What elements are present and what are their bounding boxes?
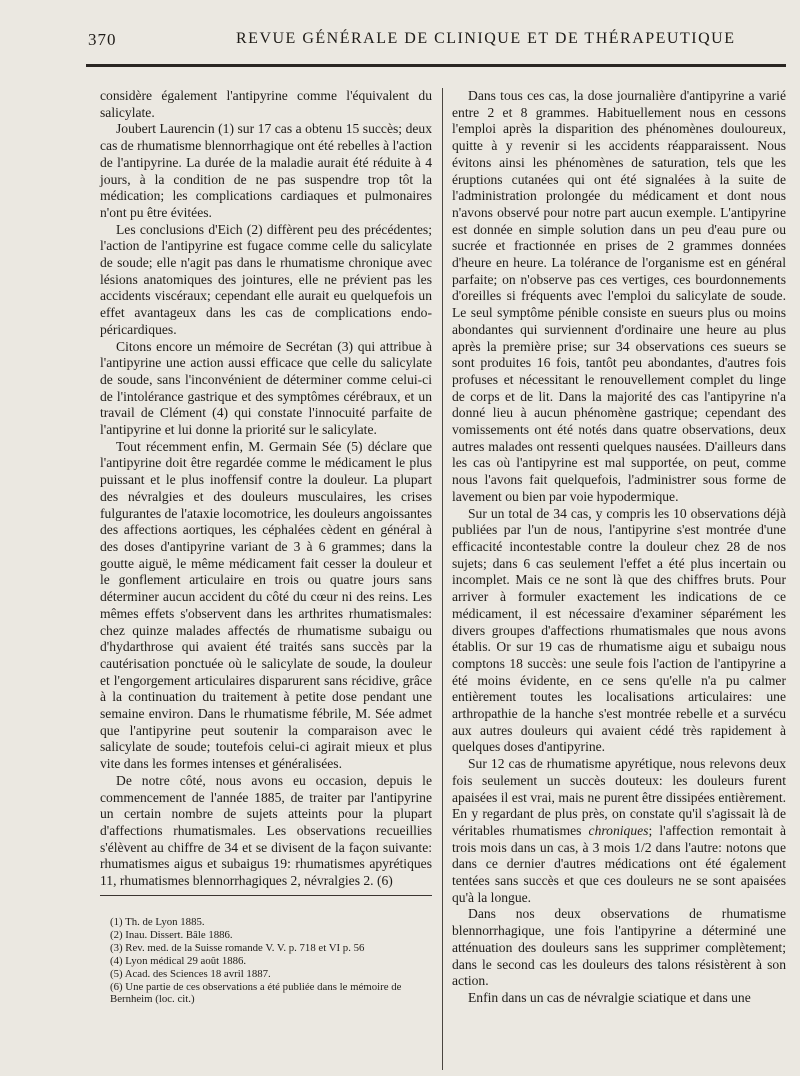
paragraph: Enfin dans un cas de névralgie sciatique et dans une (468, 989, 751, 1005)
footnote: (4) Lyon médical 29 août 1886. (110, 954, 247, 967)
header-rule (86, 64, 786, 67)
footnotes (110, 916, 432, 1006)
footnote: (5) Acad. des Sciences 18 avril 1887. (110, 967, 271, 980)
footnote: (2) Inau. Dissert. Bâle 1886. (110, 928, 233, 941)
paragraph: Tout récemment enfin, M. Germain Sée (5) déclare que l'antipyrine doit être regardée comme le médicament le plus puissant et le plus inoffensif contre la douleur. La plupart des névralgies et des douleurs musculaires, les crises fulgurantes de l'ataxie locomotrice, les douleurs angoissantes des affections aortiques, les céphalées cèdent en général à des doses d'antipyrine variant de 3 à 6 grammes; dans la goutte aiguë, le même médicament fait cesser la douleur et le gonflement articulaire en trois ou quatre jours sans déterminer aucun accident du côté du cœur ni des reins. Les mêmes effets s'observent dans les arthrites rhumatismales: chez quinze malades affectés de rhumatisme subaigu ou d'hydarthrose qui avaient été traités sans succès par la cautérisation ponctuée où le salicylate de soude, la douleur et l'engorgement articulaires disparurent sans récidive, grâce à la continuation du traitement à petite dose pendant une semaine environ. Dans le rhumatisme fébrile, M. Sée admet que l'antipyrine peut soutenir la comparaison avec le salicylate de soude; toutefois celui-ci agirait mieux et plus vite dans les formes intenses et généralisées. (100, 438, 432, 772)
column-divider (442, 88, 443, 1070)
footnote: (3) Rev. med. de la Suisse romande V. V. p. 718 et VI p. 56 (110, 941, 365, 954)
footnote: (6) Une partie de ces observations a été publiée dans le mémoire de Bernheim (loc. cit.) (110, 980, 402, 1006)
right-column (452, 88, 786, 1007)
running-title: REVUE GÉNÉRALE DE CLINIQUE ET DE THÉRAPEUTIQUE (236, 30, 736, 47)
page-header (88, 22, 788, 52)
page-number: 370 (88, 30, 117, 49)
paragraph: Sur un total de 34 cas, y compris les 10 observations déjà publiées par l'un de nous, l'antipyrine s'est montrée d'une efficacité incontestable contre la douleur chez 28 de nos sujets; dans 6 cas seulement l'effet a été plus incertain ou incomplet. Mais ce ne sont là que des chiffres bruts. Pour arriver à formuler exactement les indications de ce médicament, il est nécessaire d'examiner séparément les divers groupes d'affections rhumatismales que nous avons établis. Or sur 19 cas de rhumatisme aigu et subaigu nous comptons 18 succès: une seule fois l'action de l'antipyrine a été moins évidente, en ce sens qu'elle n'a pu calmer entièrement toutes les localisations articulaires: une arthropathie de la hanche s'est montrée rebelle et a survécu aux autres douleurs qui avaient cédé très rapidement à quelques doses d'antipyrine. (452, 505, 786, 755)
left-column (100, 88, 432, 890)
italic-term: chroniques (588, 822, 649, 838)
paragraph: Joubert Laurencin (1) sur 17 cas a obtenu 15 succès; deux cas de rhumatisme blennorrhagique ont été rebelles à l'action de l'antipyrine. La durée de la maladie aurait été réduite à 4 jours, à la condition de ne pas suspendre trop tôt la médication; les complications cardiaques et pulmonaires n'ont pu être évitées. (100, 121, 432, 220)
paragraph-text: ; l'affection remontait à trois mois dans un cas, à 3 mois 1/2 dans l'autre: notons que dans ce dernier d'autres médications ont été également tentées sans succès et que ces douleurs ne se sont apaisées qu'à la longue. (452, 822, 786, 905)
paragraph: Dans tous ces cas, la dose journalière d'antipyrine a varié entre 2 et 8 grammes. Habituellement nous en cessons l'emploi après la disparition des phénomènes douloureux, quitte à y revenir si les accidents réapparaissent. Nous évitons ainsi les phénomènes de saturation, tels que les éruptions cutanées qui ont été signalées à la suite de l'administration prolongée du médicament et dont nous n'avons observé pour notre part aucun exemple. L'antipyrine est donnée en simple solution dans un peu d'eau pure ou sucrée et fractionnée en prises de 2 grammes données d'heure en heure. La tolérance de l'organisme est en général parfaite; on n'observe pas ces vertiges, ces bourdonnements d'oreilles si fréquents avec l'emploi du salicylate de soude. Le seul symptôme pénible consiste en sueurs plus ou moins abondantes qui surviennent d'ordinaire une heure au plus après la première prise; sur 34 observations ces sueurs se sont produites 16 fois, tantôt peu abondantes, d'autres fois profuses et nécessitant le renouvellement complet du linge de corps et de lit. Dans la majorité des cas l'antipyrine n'a donné lieu à aucun phénomène gastrique; cependant des vomissements ont été notés dans quatre observations, deux autres malades ont ressenti quelques nausées. D'ailleurs dans les cas où l'antipyrine est mal supportée, on peut, comme nous l'avons fait quelquefois, l'administrer sous forme de lavement ou bien par voie hypodermique. (452, 88, 786, 504)
paragraph (452, 756, 786, 906)
paragraph: De notre côté, nous avons eu occasion, depuis le commencement de l'année 1885, de traiter par l'antipyrine un certain nombre de sujets atteints pour la plupart d'affections rhumatismales. Les observations recueillies s'élèvent au chiffre de 34 et se divisent de la façon suivante: rhumatismes aigus et subaigus 19: rhumatismes apyrétiques 11, rhumatismes blennorrhagiques 2, névralgies 2. (6) (100, 772, 432, 889)
footnote-rule (100, 895, 432, 896)
paragraph: Les conclusions d'Eich (2) diffèrent peu des précédentes; l'action de l'antipyrine est fugace comme celle du salicylate de soude; elle n'agit pas dans le rhumatisme chronique avec lésions anatomiques des jointures, elle ne prévient pas les accidents viscéraux; cependant elle aurait eu quelquefois un effet avantageux dans les cas de complications endo-péricardiques. (100, 221, 432, 337)
paragraph: Dans nos deux observations de rhumatisme blennorrhagique, une fois l'antipyrine a déterminé une atténuation des douleurs sans les supprimer complètement; dans le second cas les douleurs des talons résistèrent à son action. (452, 906, 786, 989)
footnote: (1) Th. de Lyon 1885. (110, 916, 205, 928)
paragraph: considère également l'antipyrine comme l'équivalent du salicylate. (100, 88, 432, 120)
paragraph-text: Sur 12 cas de rhumatisme apyrétique, nous relevons deux fois seulement un succès douteux: les douleurs furent apaisées il est vrai, mais ne purent être dissipées entièrement. En y regardant de plus près, on constate qu'il s'agissait là de véritables rhumatismes (452, 756, 786, 838)
paragraph: Citons encore un mémoire de Secrétan (3) qui attribue à l'antipyrine une action aussi efficace que celle du salicylate de soude, sans l'inconvénient de déterminer comme celui-ci de l'intolérance gastrique et des symptômes cérébraux, et un travail de Clément (4) qui constate l'innocuité parfaite de l'antipyrine et lui donne la priorité sur le salicylate. (100, 338, 432, 438)
